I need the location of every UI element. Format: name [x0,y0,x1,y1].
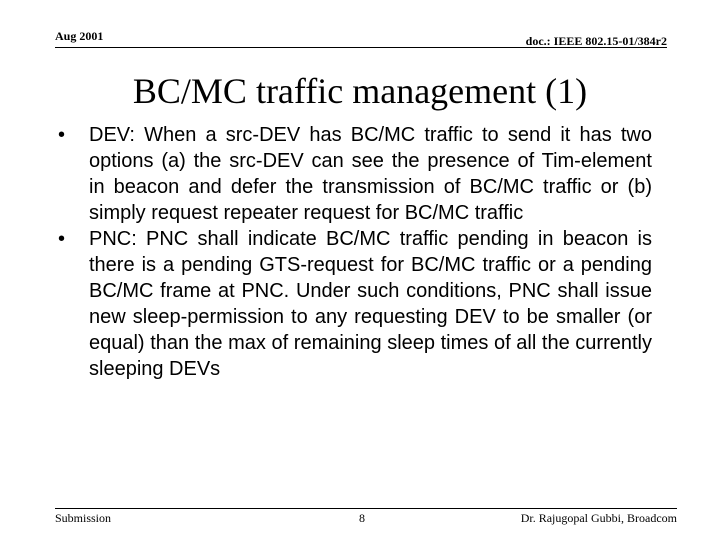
footer-submission: Submission [55,511,112,525]
header-date: Aug 2001 [55,29,104,43]
footer-divider [55,508,677,509]
bullet-item-pnc [58,226,652,382]
bullet-marker: • [58,228,66,250]
footer-author: Dr. Rajugopal Gubbi, Broadcom [520,511,677,525]
footer-page-number: 8 [359,511,365,525]
bullet-text: DEV: When a src-DEV has BC/MC traffic to send it has two options (a) the src-DEV can see the presence of Tim-element in beacon and defer the transmission of BC/MC traffic or (b) simply request repeater request for BC/MC traffic [89,124,652,224]
bullet-text: PNC: PNC shall indicate BC/MC traffic pending in beacon is there is a pending GTS-request for BC/MC traffic or a pending BC/MC frame at PNC. Under such conditions, PNC shall issue new sleep-permission to any requesting DEV to be smaller (or equal) than the max of remaining sleep times of all the currently sleeping DEVs [89,228,652,380]
header-doc-id: doc.: IEEE 802.15-01/384r2 [525,34,667,48]
bullet-marker: • [58,124,66,146]
slide-title: BC/MC traffic management (1) [132,71,588,111]
header-divider [55,47,667,48]
bullet-list [58,122,652,382]
bullet-item-dev [58,122,652,226]
